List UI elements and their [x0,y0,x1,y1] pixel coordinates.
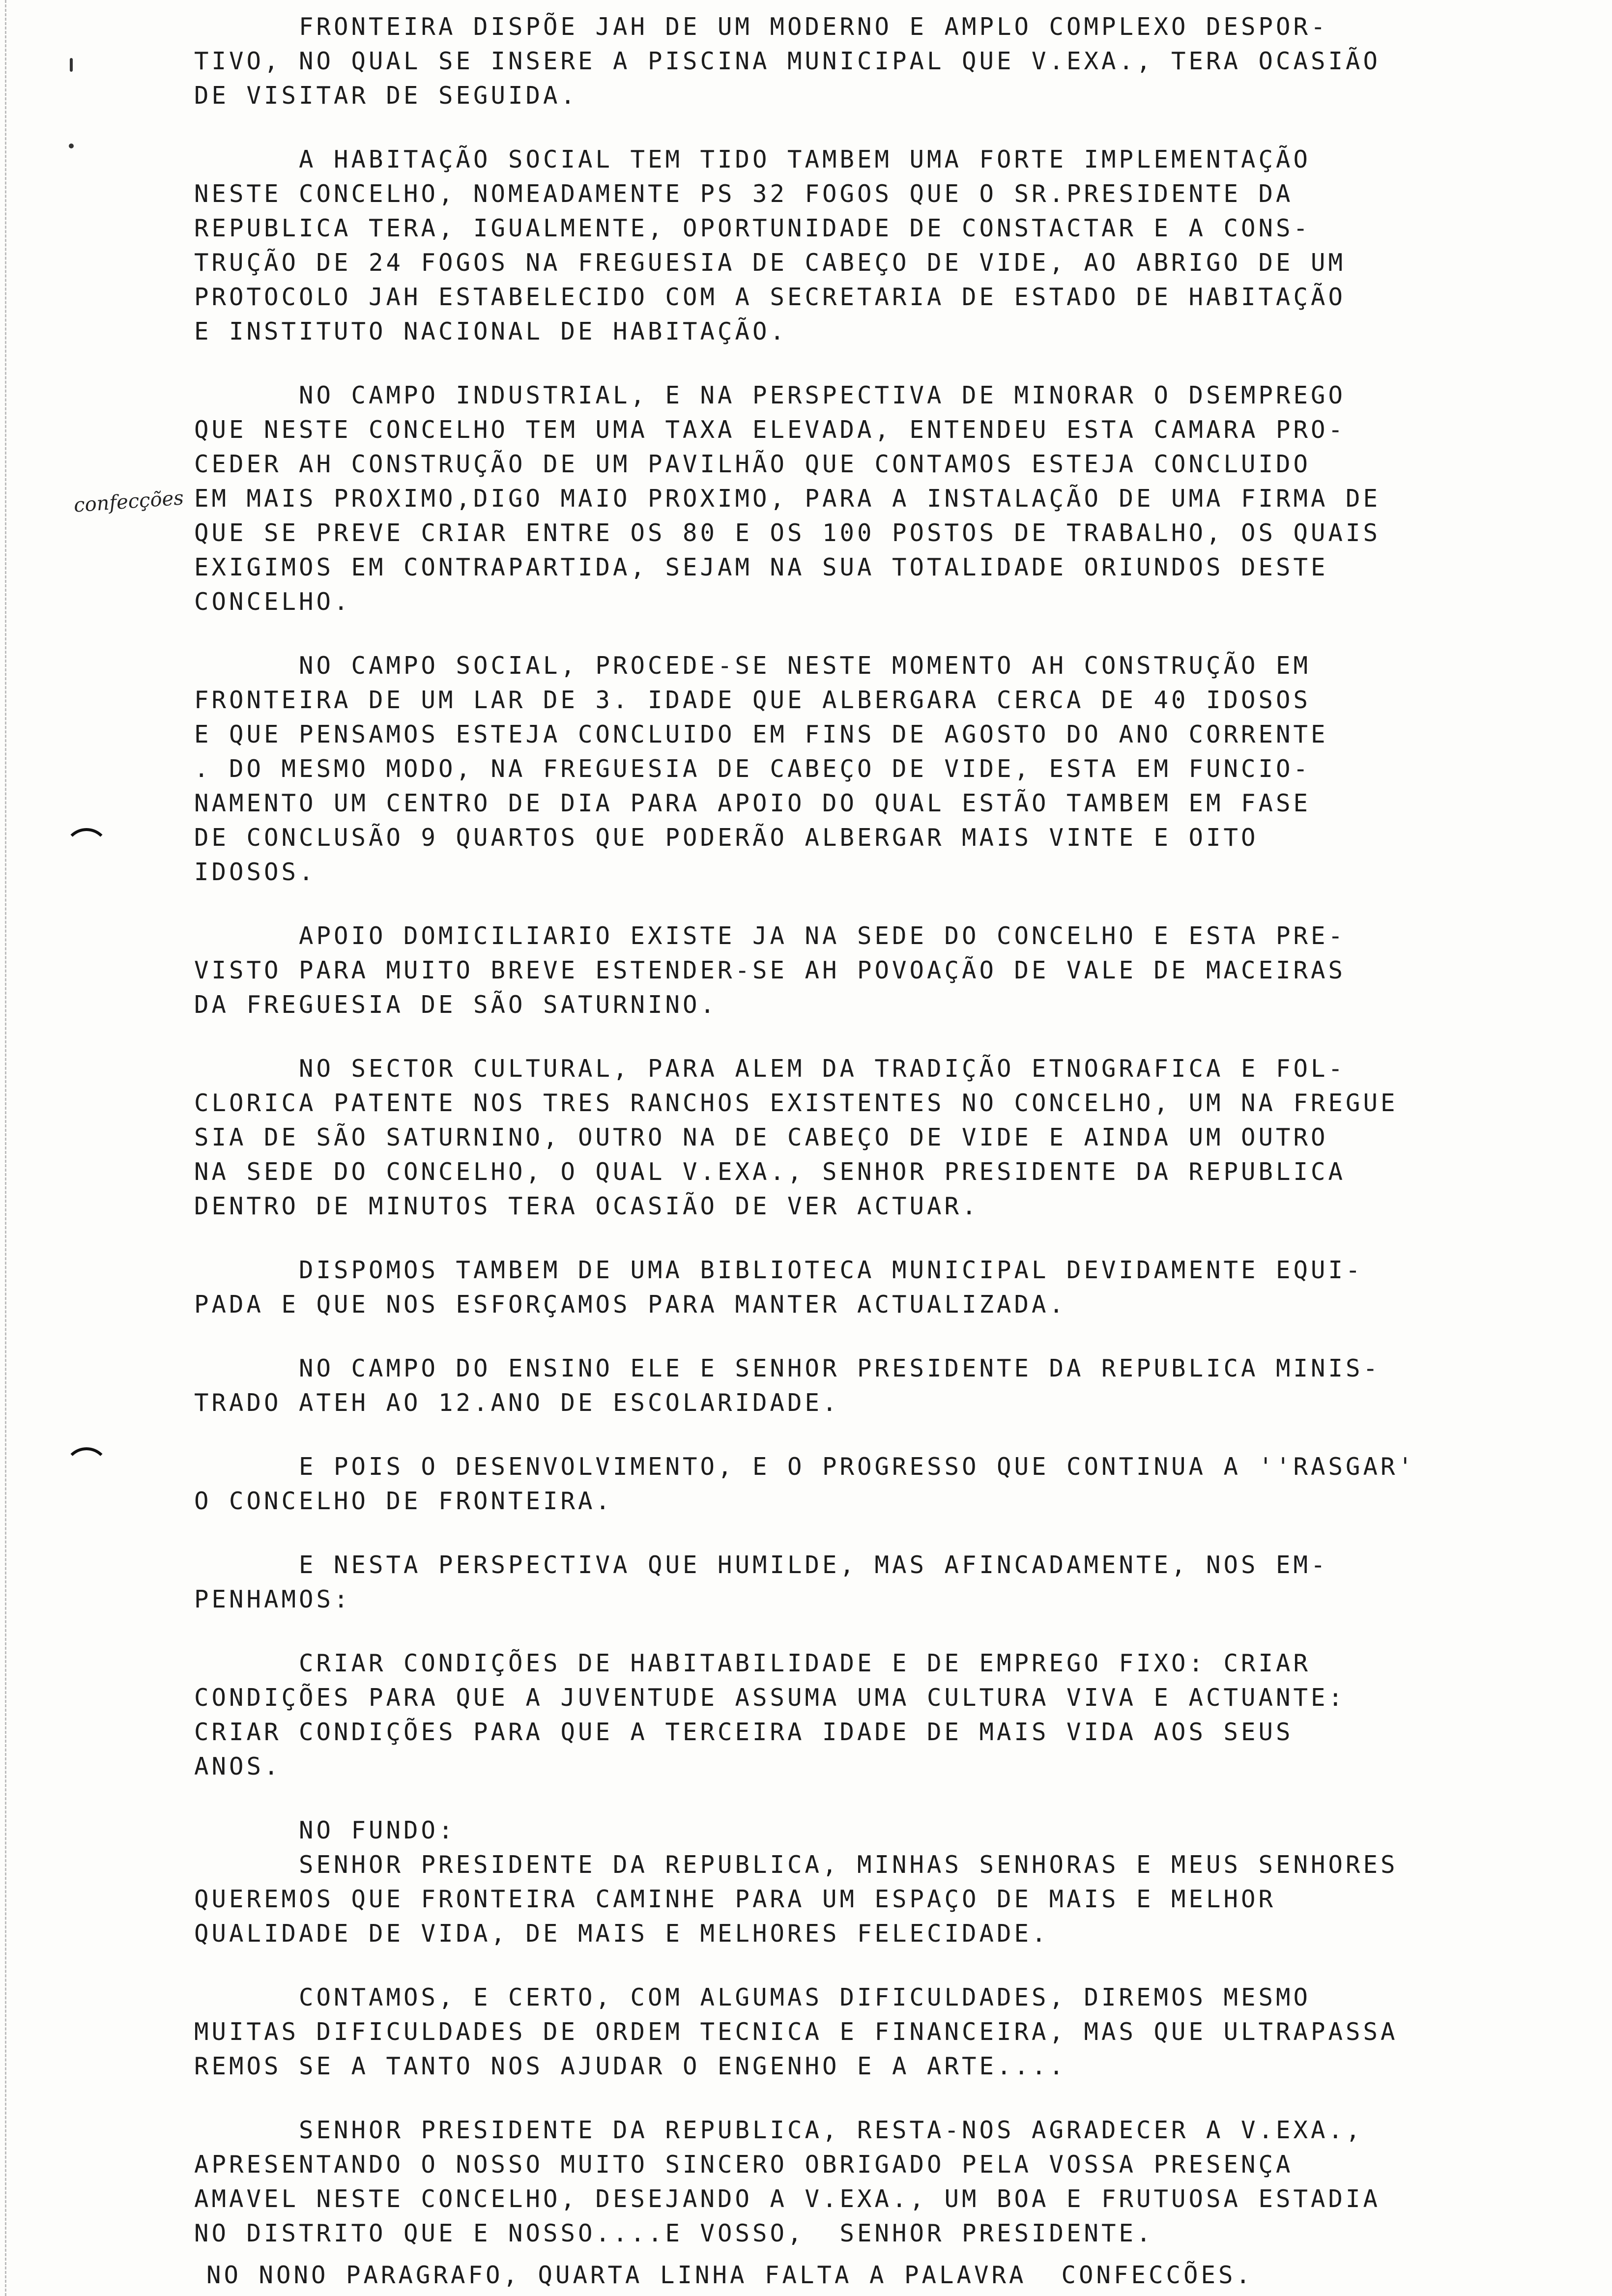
text-line: APRESENTANDO O NOSSO MUITO SINCERO OBRIGADO PELA VOSSA PRESENÇA [194,2151,1294,2179]
text-line: NO FUNDO: [194,1816,456,1844]
text-line: FRONTEIRA DE UM LAR DE 3. IDADE QUE ALBERGARA CERCA DE 40 IDOSOS [194,686,1311,714]
text-line: O CONCELHO DE FRONTEIRA. [194,1487,613,1515]
text-line: E NESTA PERSPECTIVA QUE HUMILDE, MAS AFINCADAMENTE, NOS EM- [194,1551,1328,1579]
text-line: CRIAR CONDIÇÕES DE HABITABILIDADE E DE EMPREGO FIXO: CRIAR [194,1649,1311,1677]
text-line: QUE NESTE CONCELHO TEM UMA TAXA ELEVADA, ENTENDEU ESTA CAMARA PRO- [194,416,1346,444]
text-line: REMOS SE A TANTO NOS AJUDAR O ENGENHO E A ARTE.... [194,2052,1067,2080]
text-line: CONCELHO. [194,588,351,616]
text-line: . DO MESMO MODO, NA FREGUESIA DE CABEÇO DE VIDE, ESTA EM FUNCIO- [194,755,1311,783]
paragraph [194,1646,1590,1784]
text-line: TIVO, NO QUAL SE INSERE A PISCINA MUNICIPAL QUE V.EXA., TERA OCASIÃO [194,47,1381,75]
text-line: NO CAMPO SOCIAL, PROCEDE-SE NESTE MOMENTO AH CONSTRUÇÃO EM [194,652,1311,680]
punch-hole-mark [64,1447,109,1492]
ink-mark [70,58,73,72]
text-line: NAMENTO UM CENTRO DE DIA PARA APOIO DO QUAL ESTÃO TAMBEM EM FASE [194,789,1311,817]
paragraph [194,378,1590,619]
text-line: E QUE PENSAMOS ESTEJA CONCLUIDO EM FINS DE AGOSTO DO ANO CORRENTE [194,720,1328,748]
footer-note: NO NONO PARAGRAFO, QUARTA LINHA FALTA A PALAVRA CONFECCÕES. [206,2261,1254,2289]
paragraph [194,1253,1590,1322]
text-line: NO SECTOR CULTURAL, PARA ALEM DA TRADIÇÃO ETNOGRAFICA E FOL- [194,1055,1346,1083]
text-line: NESTE CONCELHO, NOMEADAMENTE PS 32 FOGOS QUE O SR.PRESIDENTE DA [194,180,1294,208]
paragraph [194,2113,1590,2251]
paragraph [194,919,1590,1022]
text-line: CONTAMOS, E CERTO, COM ALGUMAS DIFICULDADES, DIREMOS MESMO [194,1983,1311,2011]
paragraph [194,649,1590,890]
paragraph [194,10,1590,113]
text-line: ANOS. [194,1752,282,1780]
text-line: NO CAMPO DO ENSINO ELE E SENHOR PRESIDENTE DA REPUBLICA MINIS- [194,1354,1381,1382]
text-line: NA SEDE DO CONCELHO, O QUAL V.EXA., SENHOR PRESIDENTE DA REPUBLICA [194,1158,1346,1186]
text-line: FRONTEIRA DISPÕE JAH DE UM MODERNO E AMPLO COMPLEXO DESPOR- [194,13,1328,41]
text-line: DA FREGUESIA DE SÃO SATURNINO. [194,991,718,1019]
document-body [194,10,1590,2280]
text-line: CLORICA PATENTE NOS TRES RANCHOS EXISTENTES NO CONCELHO, UM NA FREGUE [194,1089,1398,1117]
text-line: DE CONCLUSÃO 9 QUARTOS QUE PODERÃO ALBERGAR MAIS VINTE E OITO [194,824,1259,852]
text-line: TRUÇÃO DE 24 FOGOS NA FREGUESIA DE CABEÇO DE VIDE, AO ABRIGO DE UM [194,249,1346,277]
text-line: TRADO ATEH AO 12.ANO DE ESCOLARIDADE. [194,1389,840,1417]
text-line: SENHOR PRESIDENTE DA REPUBLICA, MINHAS SENHORAS E MEUS SENHORES [194,1851,1398,1879]
text-line: PADA E QUE NOS ESFORÇAMOS PARA MANTER ACTUALIZADA. [194,1291,1067,1319]
ink-mark [69,144,74,148]
text-line: DE VISITAR DE SEGUIDA. [194,82,578,110]
paragraph [194,1813,1590,1951]
text-line: IDOSOS. [194,858,317,886]
text-line: CONDIÇÕES PARA QUE A JUVENTUDE ASSUMA UMA CULTURA VIVA E ACTUANTE: [194,1684,1346,1712]
text-line: E POIS O DESENVOLVIMENTO, E O PROGRESSO QUE CONTINUA A ''RASGAR' [194,1453,1416,1481]
text-line: PENHAMOS: [194,1585,351,1613]
punch-hole-mark [64,828,109,873]
text-line: EM MAIS PROXIMO,DIGO MAIO PROXIMO, PARA A INSTALAÇÃO DE UMA FIRMA DE [194,485,1381,513]
paragraph [194,1052,1590,1224]
handwritten-margin-note: confecções [73,487,185,517]
text-line: DENTRO DE MINUTOS TERA OCASIÃO DE VER ACTUAR. [194,1192,979,1220]
text-line: EXIGIMOS EM CONTRAPARTIDA, SEJAM NA SUA TOTALIDADE ORIUNDOS DESTE [194,553,1328,581]
text-line: CEDER AH CONSTRUÇÃO DE UM PAVILHÃO QUE CONTAMOS ESTEJA CONCLUIDO [194,450,1311,478]
text-line: QUALIDADE DE VIDA, DE MAIS E MELHORES FELECIDADE. [194,1920,1049,1948]
text-line: MUITAS DIFICULDADES DE ORDEM TECNICA E FINANCEIRA, MAS QUE ULTRAPASSA [194,2018,1398,2046]
text-line: REPUBLICA TERA, IGUALMENTE, OPORTUNIDADE DE CONSTACTAR E A CONS- [194,214,1311,242]
text-line: AMAVEL NESTE CONCELHO, DESEJANDO A V.EXA., UM BOA E FRUTUOSA ESTADIA [194,2185,1381,2213]
text-line: A HABITAÇÃO SOCIAL TEM TIDO TAMBEM UMA FORTE IMPLEMENTAÇÃO [194,145,1311,173]
text-line: QUE SE PREVE CRIAR ENTRE OS 80 E OS 100 POSTOS DE TRABALHO, OS QUAIS [194,519,1381,547]
text-line: CRIAR CONDIÇÕES PARA QUE A TERCEIRA IDADE DE MAIS VIDA AOS SEUS [194,1718,1294,1746]
text-line: SENHOR PRESIDENTE DA REPUBLICA, RESTA-NOS AGRADECER A V.EXA., [194,2116,1363,2144]
perforation-edge [5,0,8,2296]
text-line: SIA DE SÃO SATURNINO, OUTRO NA DE CABEÇO DE VIDE E AINDA UM OUTRO [194,1123,1328,1151]
text-line: E INSTITUTO NACIONAL DE HABITAÇÃO. [194,317,788,345]
paragraph [194,1980,1590,2084]
text-line: NO CAMPO INDUSTRIAL, E NA PERSPECTIVA DE MINORAR O DSEMPREGO [194,381,1346,409]
paragraph [194,1450,1590,1519]
text-line: VISTO PARA MUITO BREVE ESTENDER-SE AH POVOAÇÃO DE VALE DE MACEIRAS [194,956,1346,984]
text-line: QUEREMOS QUE FRONTEIRA CAMINHE PARA UM ESPAÇO DE MAIS E MELHOR [194,1885,1276,1913]
text-line: PROTOCOLO JAH ESTABELECIDO COM A SECRETARIA DE ESTADO DE HABITAÇÃO [194,283,1346,311]
text-line: NO DISTRITO QUE E NOSSO....E VOSSO, SENHOR PRESIDENTE. [194,2219,1154,2247]
paragraph [194,143,1590,349]
paragraph [194,1548,1590,1617]
text-line: APOIO DOMICILIARIO EXISTE JA NA SEDE DO CONCELHO E ESTA PRE- [194,922,1346,950]
text-line: DISPOMOS TAMBEM DE UMA BIBLIOTECA MUNICIPAL DEVIDAMENTE EQUI- [194,1256,1363,1284]
paragraph [194,1351,1590,1420]
